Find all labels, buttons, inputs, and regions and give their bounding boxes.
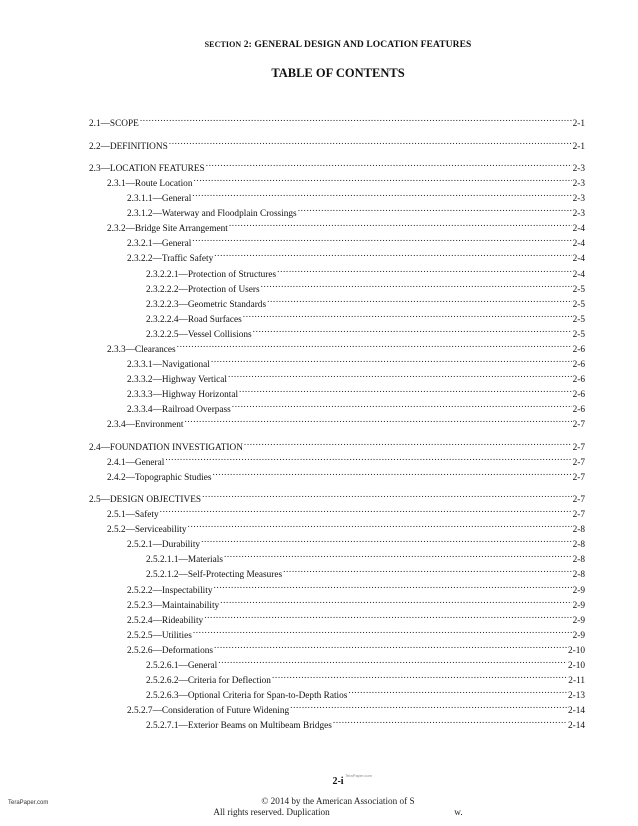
toc-entry[interactable] [89,136,585,152]
toc-entry[interactable] [127,640,585,656]
toc-leader-dots [177,339,572,352]
toc-entry[interactable] [127,700,585,716]
toc-entry-label: 2.5.2.7—Consideration of Future Widening [127,705,290,716]
toc-entry-label: 2.3.2.2.4—Road Surfaces [146,314,242,325]
toc-entry-page: 2-14 [567,720,585,731]
toc-leader-dots [267,294,572,307]
toc-entry-page: 2-3 [572,164,585,175]
toc-leader-dots [283,564,572,577]
toc-leader-dots [212,467,571,480]
toc-entry-page: 2-9 [572,615,585,626]
toc-entry-label: 2.5.2.4—Rideability [127,615,204,626]
toc-entry[interactable] [127,354,585,370]
toc-entry-label: 2.3.3.4—Railroad Overpass [127,404,231,415]
toc-leader-dots [211,354,572,367]
toc-entry-page: 2-9 [572,600,585,611]
toc-leader-dots [184,414,571,427]
toc-leader-dots [228,369,572,382]
toc-leader-dots [229,218,572,231]
toc-entry-label: 2.3.2.2—Traffic Safety [127,254,214,265]
toc-leader-dots [192,188,571,201]
toc-entry-label: 2.5.2.6—Deformations [127,645,213,656]
copyright-footer [0,796,638,818]
toc-entry-page: 2-5 [572,314,585,325]
toc-entry-label: 2.4.2—Topographic Studies [107,472,212,483]
toc-entry-label: 2.3—LOCATION FEATURES [89,164,205,175]
toc-entry-page: 2-9 [572,585,585,596]
toc-entry-page: 2-10 [567,660,585,671]
toc-leader-dots [333,715,567,728]
toc-entry[interactable] [107,519,585,536]
watermark: TeraPaper.com [8,800,49,806]
toc-entry[interactable] [146,309,585,325]
toc-entry-label: 2.5.2—Serviceability [107,525,187,536]
toc-entry[interactable] [107,467,585,483]
toc-entry-label: 2.3.2.2.1—Protection of Structures [146,269,277,280]
toc-leader-dots [192,233,571,246]
toc-entry-page: 2-6 [572,359,585,370]
toc-entry[interactable] [107,339,585,355]
toc-entry-page: 2-7 [572,495,585,506]
footer-line-2-start: All rights reserved. Duplication [213,807,330,817]
toc-entry-label: 2.5.1—Safety [107,510,159,521]
toc-entry[interactable] [127,384,585,400]
toc-entry[interactable] [146,294,585,310]
footer-line-1: © 2014 by the American Association of S [261,796,415,806]
toc-entry[interactable] [107,173,585,190]
toc-entry-page: 2-7 [572,420,585,430]
toc-entry[interactable] [107,218,585,235]
toc-leader-dots [206,158,572,171]
toc-leader-dots [239,384,572,397]
toc-title: TABLE OF CONTENTS [271,66,405,80]
toc-entry[interactable] [146,324,585,340]
toc-entry[interactable] [127,188,585,205]
footer-line-2 [0,807,638,818]
toc-entry-page: 2-6 [572,404,585,415]
toc-leader-dots [188,519,572,532]
toc-entry[interactable] [127,399,585,415]
toc-entry-label: 2.5.2.5—Utilities [127,630,192,641]
toc-entry[interactable] [146,549,585,566]
toc-entry-label: 2.3.2.2.2—Protection of Users [146,284,260,295]
toc-entry[interactable] [127,248,585,265]
toc-entry[interactable] [89,158,585,175]
toc-leader-dots [213,580,571,593]
toc-entry-label: 2.5.2.3—Maintainability [127,600,220,611]
toc-entry-label: 2.5.2.1—Durability [127,540,201,551]
toc-leader-dots [204,610,571,623]
toc-leader-dots [277,264,571,277]
toc-entry-label: 2.5.2.7.1—Exterior Beams on Multibeam Bridges [146,720,332,731]
toc-leader-dots [224,549,572,562]
toc-leader-dots [201,534,572,547]
toc-entry[interactable] [89,113,585,129]
toc-entry[interactable] [146,685,585,701]
toc-leader-dots [232,399,572,412]
toc-leader-dots [165,452,571,465]
toc-entry-label: 2.3.1.2—Waterway and Floodplain Crossings [127,209,297,220]
toc-entry[interactable] [89,437,585,453]
toc-entry-page: 2-3 [572,194,585,205]
toc-entry[interactable] [127,534,585,551]
toc-entry-page: 2-7 [572,442,585,453]
toc-entry-label: 2.3.3.1—Navigational [127,359,210,370]
toc-leader-dots [218,655,567,668]
toc-entry-page: 2-5 [572,329,585,340]
toc-leader-dots [298,203,572,216]
toc-entry-label: 2.3.1.1—General [127,194,192,205]
toc-entry-label: 2.5—DESIGN OBJECTIVES [89,495,202,506]
section-prefix: SECTION [204,40,242,49]
toc-entry-label: 2.4.1—General [107,457,165,468]
toc-leader-dots [140,113,572,126]
toc-entry-page: 2-7 [572,510,585,521]
stamp-text: TeraPaper.com [345,773,372,778]
toc-entry[interactable] [146,264,585,280]
toc-leader-dots [261,279,572,292]
toc-entry-label: 2.1—SCOPE [89,119,139,129]
section-title: 2: GENERAL DESIGN AND LOCATION FEATURES [243,40,472,50]
toc-leader-dots [214,640,567,653]
toc-entry-label: 2.2—DEFINITIONS [89,141,168,152]
toc-entry-page: 2-4 [572,254,585,265]
toc-entry-label: 2.3.2—Bridge Site Arrangement [107,224,228,235]
toc-entry[interactable] [107,414,585,430]
toc-entry[interactable] [127,595,585,611]
toc-leader-dots [193,625,572,638]
toc-entry[interactable] [127,625,585,641]
toc-entry-page: 2-6 [572,389,585,400]
toc-leader-dots [243,309,572,322]
toc-entry-page: 2-1 [572,119,585,129]
toc-entry-page: 2-8 [572,525,585,536]
toc-entry[interactable] [107,504,585,521]
toc-entry-label: 2.5.2.1.2—Self-Protecting Measures [146,570,283,581]
toc-leader-dots [202,489,572,502]
toc-leader-dots [348,685,567,698]
toc-entry-page: 2-7 [572,472,585,483]
toc-entry[interactable] [127,233,585,250]
toc-entry[interactable] [89,489,585,506]
toc-entry-label: 2.3.4—Environment [107,420,184,430]
toc-entry-page: 2-13 [567,690,585,701]
footer-line-2-end: w. [454,807,463,817]
toc-entry-label: 2.3.3—Clearances [107,344,176,355]
toc-entry-page: 2-6 [572,374,585,385]
toc-leader-dots [160,504,572,517]
toc-entry-label: 2.5.2.6.1—General [146,660,218,671]
toc-entry-label: 2.5.2.6.3—Optional Criteria for Span-to-Depth Ratios [146,690,348,701]
toc-entry-page: 2-8 [572,540,585,551]
toc-entry[interactable] [127,369,585,385]
toc-entry-page: 2-3 [572,209,585,220]
toc-leader-dots [220,595,571,608]
toc-entry-label: 2.3.1—Route Location [107,179,193,190]
toc-entry-page: 2-5 [572,284,585,295]
toc-leader-dots [244,437,572,450]
toc-entry[interactable] [127,203,585,220]
toc-entry[interactable] [146,279,585,295]
toc-entry-page: 2-4 [572,224,585,235]
toc-entry-page: 2-7 [572,457,585,468]
toc-leader-dots [169,136,572,149]
toc-leader-dots [253,324,572,337]
toc-entry[interactable] [107,452,585,468]
toc-entry-page: 2-10 [567,645,585,656]
toc-entry-label: 2.3.3.2—Highway Vertical [127,374,228,385]
toc-leader-dots [290,700,567,713]
toc-entry-page: 2-8 [572,570,585,581]
toc-leader-dots [272,670,567,683]
toc-entry[interactable] [127,580,585,596]
page-number: 2-i [332,776,344,787]
toc-entry-page: 2-9 [572,630,585,641]
toc-entry-label: 2.4—FOUNDATION INVESTIGATION [89,442,243,453]
toc-leader-dots [214,248,571,261]
toc-entry-page: 2-14 [567,705,585,716]
toc-entry-label: 2.3.2.2.3—Geometric Standards [146,299,267,310]
toc-entry-page: 2-4 [572,239,585,250]
toc-entry[interactable] [146,655,585,671]
toc-entry-page: 2-3 [572,179,585,190]
toc-entry-page: 2-11 [568,675,585,686]
toc-entry-page: 2-4 [572,269,585,280]
toc-entry-label: 2.5.2.2—Inspectability [127,585,213,596]
toc-entry[interactable] [146,670,585,686]
toc-entry-page: 2-1 [572,141,585,152]
toc-entry[interactable] [146,715,585,731]
toc-entry-label: 2.3.2.1—General [127,239,192,250]
toc-entry-label: 2.3.3.3—Highway Horizontal [127,389,239,400]
toc-entry-page: 2-8 [572,555,585,566]
toc-entry[interactable] [127,610,585,626]
toc-entry-label: 2.3.2.2.5—Vessel Collisions [146,329,252,340]
toc-entry[interactable] [146,564,585,581]
toc-entry-page: 2-5 [572,299,585,310]
toc-entry-page: 2-6 [572,344,585,355]
toc-entry-label: 2.5.2.6.2—Criteria for Deflection [146,675,271,686]
toc-entry-label: 2.5.2.1.1—Materials [146,555,223,566]
toc-leader-dots [193,173,571,186]
